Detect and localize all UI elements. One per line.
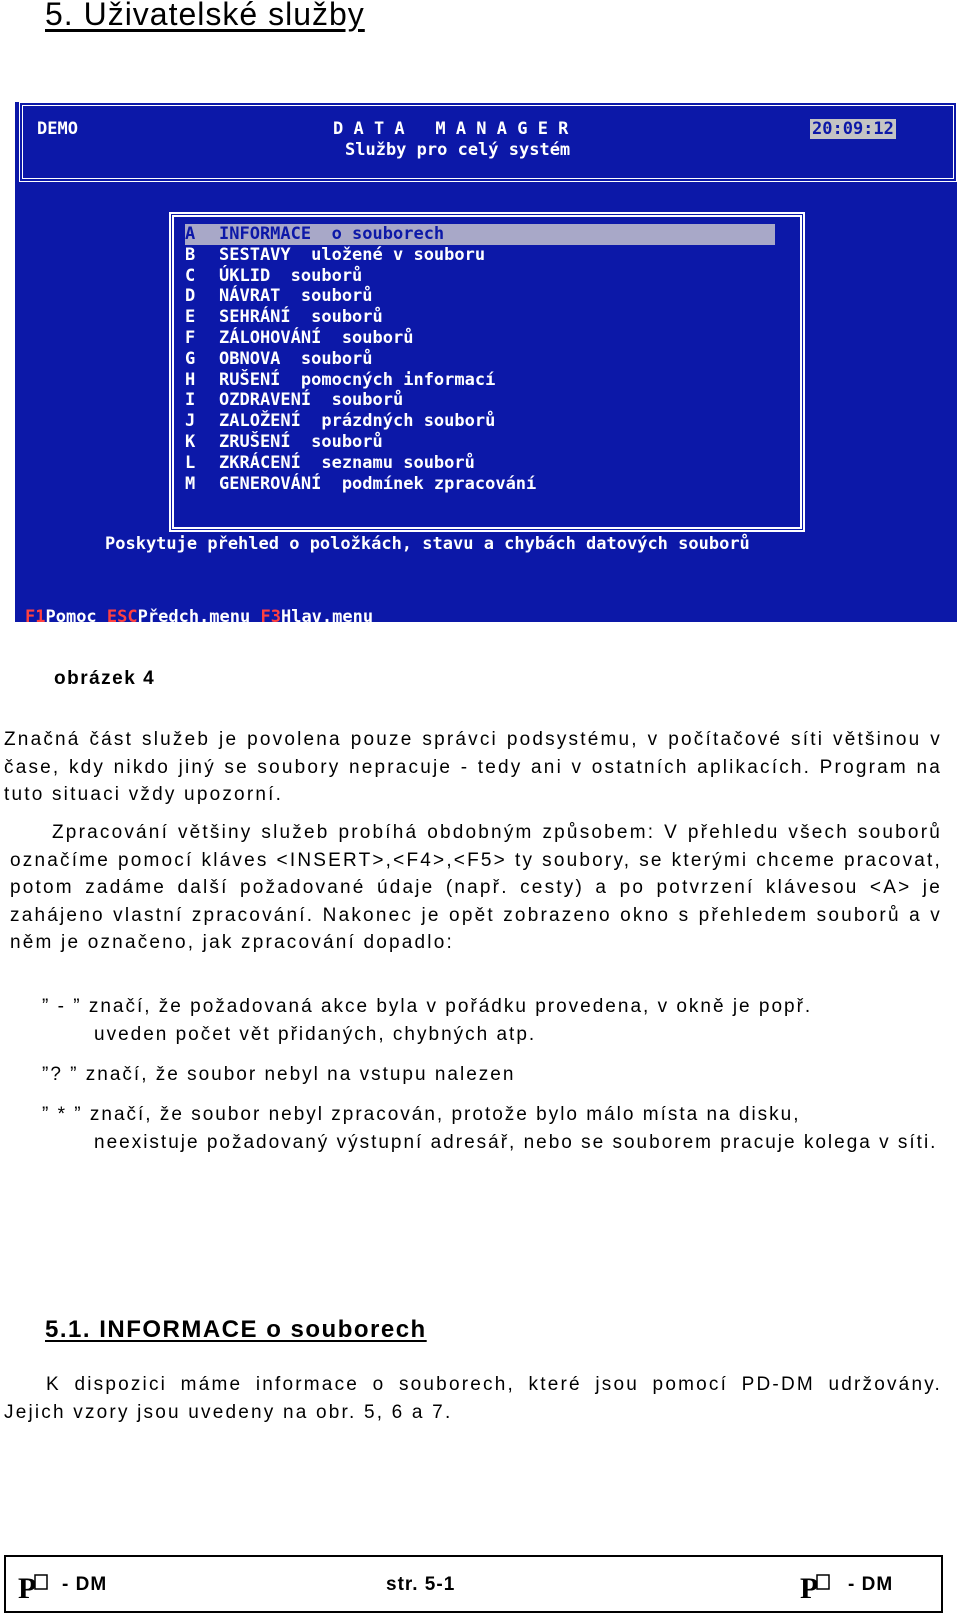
- footer-left: - DM: [62, 1574, 108, 1595]
- menu-item-label: ZRUŠENÍ souborů: [219, 431, 383, 452]
- menu-item-e[interactable]: [185, 307, 795, 328]
- paragraph-2: Zpracování většiny služeb probíhá obdobným způsobem: V přehledu všech souborů označíme pomocí kláves <INSERT>,<F4>,<F5> ty soubory, se kterými chceme pracovat, potom zadáme další požadované údaje (např. cesty) a po potvrzení klávesou <A> je zahájeno vlastní zpracování. Nakonec je opět zobrazeno okno s přehledem souborů a v něm je označeno, jak zpracování dopadlo:: [10, 822, 942, 953]
- menu-item-j[interactable]: [185, 411, 795, 432]
- bullet-failed: [42, 1101, 942, 1156]
- fkey-code: F1: [25, 607, 46, 627]
- fkey-label: Pomoc: [45, 607, 97, 627]
- menu-item-g[interactable]: [185, 349, 795, 370]
- bullet-ok-line1: ” - ” značí, že požadovaná akce byla v pořádku provedena, v okně je popř.: [42, 996, 813, 1017]
- menu-item-l[interactable]: [185, 453, 795, 474]
- paragraph-1: Značná část služeb je povolena pouze správci podsystému, v počítačové síti většinou v čase, kdy nikdo jiný se soubory nepracuje - tedy ani v ostatních aplikacích. Program na tuto situaci vždy upozorní.: [4, 729, 942, 805]
- menu-item-key: J: [185, 411, 196, 432]
- service-menu: [185, 224, 795, 494]
- clock: 20:09:12: [812, 119, 894, 139]
- bullet-missing-line1: ”? ” značí, že soubor nebyl na vstupu nalezen: [42, 1064, 516, 1085]
- menu-hint: Poskytuje přehled o položkách, stavu a chybách datových souborů: [105, 534, 750, 554]
- menu-item-key: C: [185, 265, 196, 286]
- menu-item-k[interactable]: [185, 432, 795, 453]
- menu-item-key: G: [185, 348, 196, 369]
- menu-item-f[interactable]: [185, 328, 795, 349]
- menu-item-label: ZKRÁCENÍ seznamu souborů: [219, 452, 475, 473]
- fkey-code: F3: [260, 607, 281, 627]
- menu-item-h[interactable]: [185, 370, 795, 391]
- pd-logo-icon: [18, 1571, 52, 1601]
- menu-item-label: ZÁLOHOVÁNÍ souborů: [219, 327, 414, 348]
- bullet-ok: [42, 993, 942, 1048]
- app-name: DEMO: [37, 119, 78, 139]
- menu-item-label: ZALOŽENÍ prázdných souborů: [219, 411, 496, 432]
- menu-item-label: OBNOVA souborů: [219, 348, 373, 369]
- menu-item-key: H: [185, 369, 196, 390]
- fkey-code: ESC: [106, 607, 138, 627]
- menu-item-c[interactable]: [185, 266, 795, 287]
- menu-item-key: E: [185, 307, 196, 328]
- svg-text:P: P: [18, 1572, 37, 1601]
- fkey-label: Předch.menu: [137, 607, 251, 627]
- footer-right: - DM: [848, 1574, 894, 1595]
- footer-page-number: str. 5-1: [386, 1574, 456, 1595]
- menu-item-i[interactable]: [185, 390, 795, 411]
- dos-screen: [15, 102, 957, 627]
- menu-item-d[interactable]: [185, 286, 795, 307]
- section-text: K dispozici máme informace o souborech, které jsou pomocí PD-DM udržovány. Jejich vzory jsou uvedeny na obr. 5, 6 a 7.: [4, 1374, 942, 1423]
- screen-title: D A T A M A N A G E R: [333, 119, 569, 139]
- menu-item-label: ÚKLID souborů: [219, 265, 363, 286]
- menu-item-key: K: [185, 431, 196, 452]
- bullet-failed-line2: neexistuje požadovaný výstupní adresář, nebo se souborem pracuje kolega v síti.: [94, 1131, 938, 1153]
- page-footer: [4, 1555, 943, 1613]
- fkey-label: Hlav.menu: [280, 607, 374, 627]
- menu-item-a[interactable]: [185, 224, 775, 245]
- menu-item-key: F: [185, 327, 196, 348]
- menu-item-key: A: [185, 224, 196, 244]
- bullet-missing: [42, 1061, 942, 1089]
- bullet-ok-line2: uveden počet vět přidaných, chybných atp.: [94, 1023, 537, 1045]
- menu-item-label: OZDRAVENÍ souborů: [219, 390, 404, 411]
- menu-item-b[interactable]: [185, 245, 795, 266]
- menu-item-label: SESTAVY uložené v souboru: [219, 244, 486, 265]
- menu-item-key: D: [185, 286, 196, 307]
- menu-item-key: L: [185, 452, 196, 473]
- figure-caption: obrázek 4: [54, 668, 156, 689]
- menu-item-key: M: [185, 473, 196, 494]
- menu-item-label: SEHRÁNÍ souborů: [219, 307, 383, 328]
- function-key-bar: [25, 607, 373, 627]
- menu-item-key: B: [185, 244, 196, 265]
- section-title: 5.1. INFORMACE o souborech: [45, 1316, 427, 1343]
- fkey-esc[interactable]: [107, 607, 250, 627]
- pd-logo-icon: [800, 1571, 834, 1601]
- chapter-title: 5. Uživatelské služby: [45, 0, 365, 32]
- menu-item-label: NÁVRAT souborů: [219, 286, 373, 307]
- svg-text:P: P: [800, 1572, 819, 1601]
- fkey-f1[interactable]: [25, 607, 97, 627]
- menu-item-label: INFORMACE o souborech: [219, 224, 445, 244]
- menu-item-label: GENEROVÁNÍ podmínek zpracování: [219, 473, 537, 494]
- menu-item-label: RUŠENÍ pomocných informací: [219, 369, 496, 390]
- bullet-failed-line1: ” * ” značí, že soubor nebyl zpracován, protože bylo málo místa na disku,: [42, 1104, 801, 1125]
- menu-item-key: I: [185, 390, 196, 411]
- menu-item-m[interactable]: [185, 474, 795, 495]
- screen-subtitle: Služby pro celý systém: [345, 140, 571, 160]
- fkey-f3[interactable]: [260, 607, 373, 627]
